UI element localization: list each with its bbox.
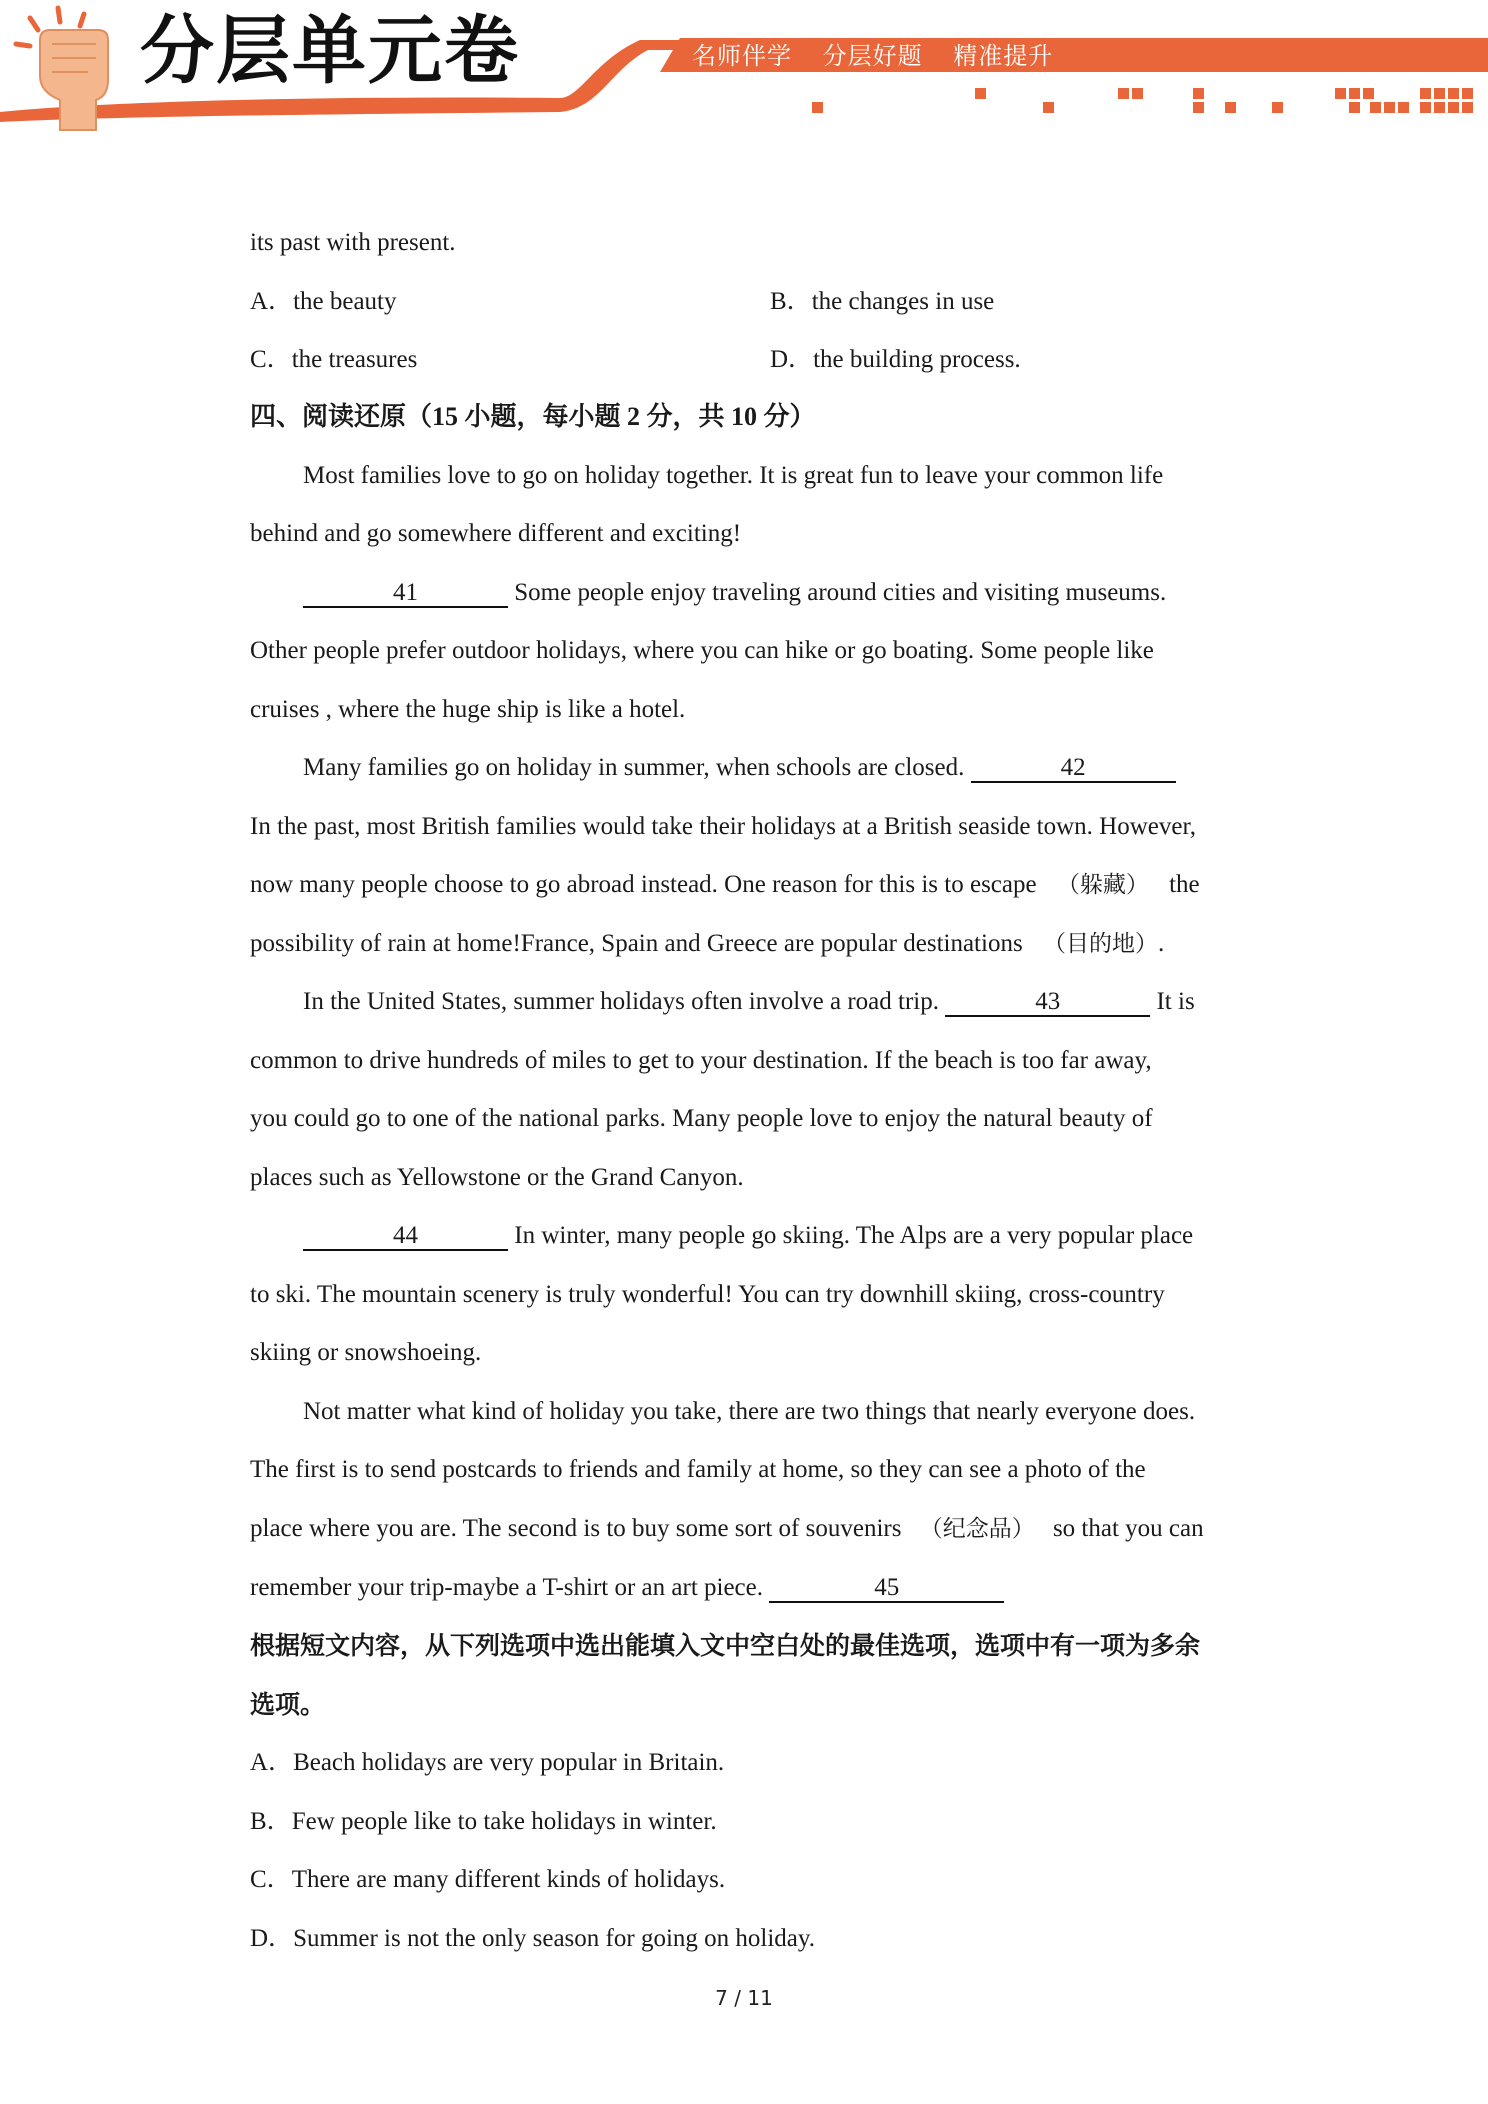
section-heading: 四、阅读还原（15 小题，每小题 2 分，共 10 分） [250,402,816,431]
paragraph-text: place where you are. The second is to buy some sort of souvenirs [250,1515,902,1542]
paragraph-line: places such as Yellowstone or the Grand Canyon. [250,1164,744,1191]
paragraph-line [250,929,1164,959]
brand-title: 分层单元卷 [140,8,520,94]
paragraph-text: the [1169,871,1200,898]
page-number: 7 / 11 [715,1986,773,2010]
paragraph-line: you could go to one of the national parks. Many people love to enjoy the natural beauty of [250,1105,1153,1132]
paragraph-text: Some people enjoy traveling around cities and visiting museums. [514,579,1167,606]
blank-43[interactable]: 43 [945,989,1150,1017]
paragraph-line: Most families love to go on holiday together. It is great fun to leave your common life [303,462,1164,489]
paragraph-text: Many families go on holiday in summer, when schools are closed. [303,754,965,781]
paragraph-text: . [1157,930,1165,957]
chinese-gloss: （目的地） [1042,931,1158,957]
paragraph-text: remember your trip-maybe a T-shirt or an art piece. [250,1574,764,1601]
paragraph-line: skiing or snowshoeing. [250,1339,482,1366]
option-text: Beach holidays are very popular in Britain. [293,1749,725,1776]
instruction-line: 根据短文内容，从下列选项中选出能填入文中空白处的最佳选项，选项中有一项为多余 [250,1631,1201,1660]
paragraph-line: common to drive hundreds of miles to get to your destination. If the beach is too far away, [250,1047,1152,1074]
option-label: A． [250,288,294,315]
paragraph-line: Not matter what kind of holiday you take, there are two things that nearly everyone does. [303,1398,1196,1425]
paragraph-text: now many people choose to go abroad instead. One reason for this is to escape [250,871,1037,898]
paragraph-line [250,1514,1204,1544]
paragraph-text: In winter, many people go skiing. The Alps are a very popular place [514,1222,1194,1249]
prev-question-tail: its past with present. [250,229,456,256]
paragraph-line: In the past, most British families would take their holidays at a British seaside town. However, [250,813,1197,840]
prev-option-b [770,287,994,317]
slogan-item: 分层好题 [822,42,923,70]
blank-44[interactable]: 44 [303,1223,508,1251]
paragraph-line [303,578,1166,608]
slogan-item: 精准提升 [953,42,1054,70]
prev-option-d [770,345,1021,375]
paragraph-text: possibility of rain at home!France, Spain and Greece are popular destinations [250,930,1023,957]
option-label: A． [250,1749,294,1776]
blank-45[interactable]: 45 [769,1575,1004,1603]
chinese-gloss: （纪念品） [919,1516,1035,1542]
paragraph-line: to ski. The mountain scenery is truly wonderful! You can try downhill skiing, cross-country [250,1281,1165,1308]
option-label: B． [770,288,812,315]
paragraph-line [250,1573,1004,1603]
prev-option-a [250,287,397,317]
blank-41[interactable]: 41 [303,580,508,608]
option-label: D． [770,346,814,373]
option-a [250,1748,724,1778]
option-b [250,1807,717,1837]
option-d [250,1924,815,1954]
slogan [692,36,1075,71]
paragraph-line [303,753,1176,783]
paragraph-line: The first is to send postcards to friends and family at home, so they can see a photo of the [250,1456,1146,1483]
paragraph-line: Other people prefer outdoor holidays, where you can hike or go boating. Some people like [250,637,1154,664]
option-label: C． [250,1866,292,1893]
option-text: Summer is not the only season for going on holiday. [293,1925,815,1952]
paragraph-line: cruises , where the huge ship is like a hotel. [250,696,686,723]
chinese-gloss: （躲藏） [1056,872,1149,898]
blank-42[interactable]: 42 [971,755,1176,783]
page-header [0,0,1488,135]
paragraph-line [303,1221,1193,1251]
instruction-line: 选项。 [250,1690,326,1719]
paragraph-line [250,870,1200,900]
decorative-dots [812,88,1473,113]
slogan-item: 名师伴学 [692,42,792,70]
option-text: There are many different kinds of holidays. [291,1866,726,1893]
option-label: D． [250,1925,294,1952]
paragraph-text: It is [1156,988,1195,1015]
paragraph-line: behind and go somewhere different and exciting! [250,520,742,547]
option-c [250,1865,725,1895]
paragraph-line [303,987,1195,1017]
paragraph-text: In the United States, summer holidays often involve a road trip. [303,988,939,1015]
option-text: the treasures [291,346,418,373]
option-text: the building process. [813,346,1021,373]
prev-option-c [250,345,417,375]
paragraph-text: so that you can [1052,1515,1204,1542]
option-label: C． [250,346,292,373]
option-text: the changes in use [811,288,995,315]
option-text: Few people like to take holidays in winter. [291,1808,717,1835]
option-text: the beauty [293,288,397,315]
option-label: B． [250,1808,292,1835]
